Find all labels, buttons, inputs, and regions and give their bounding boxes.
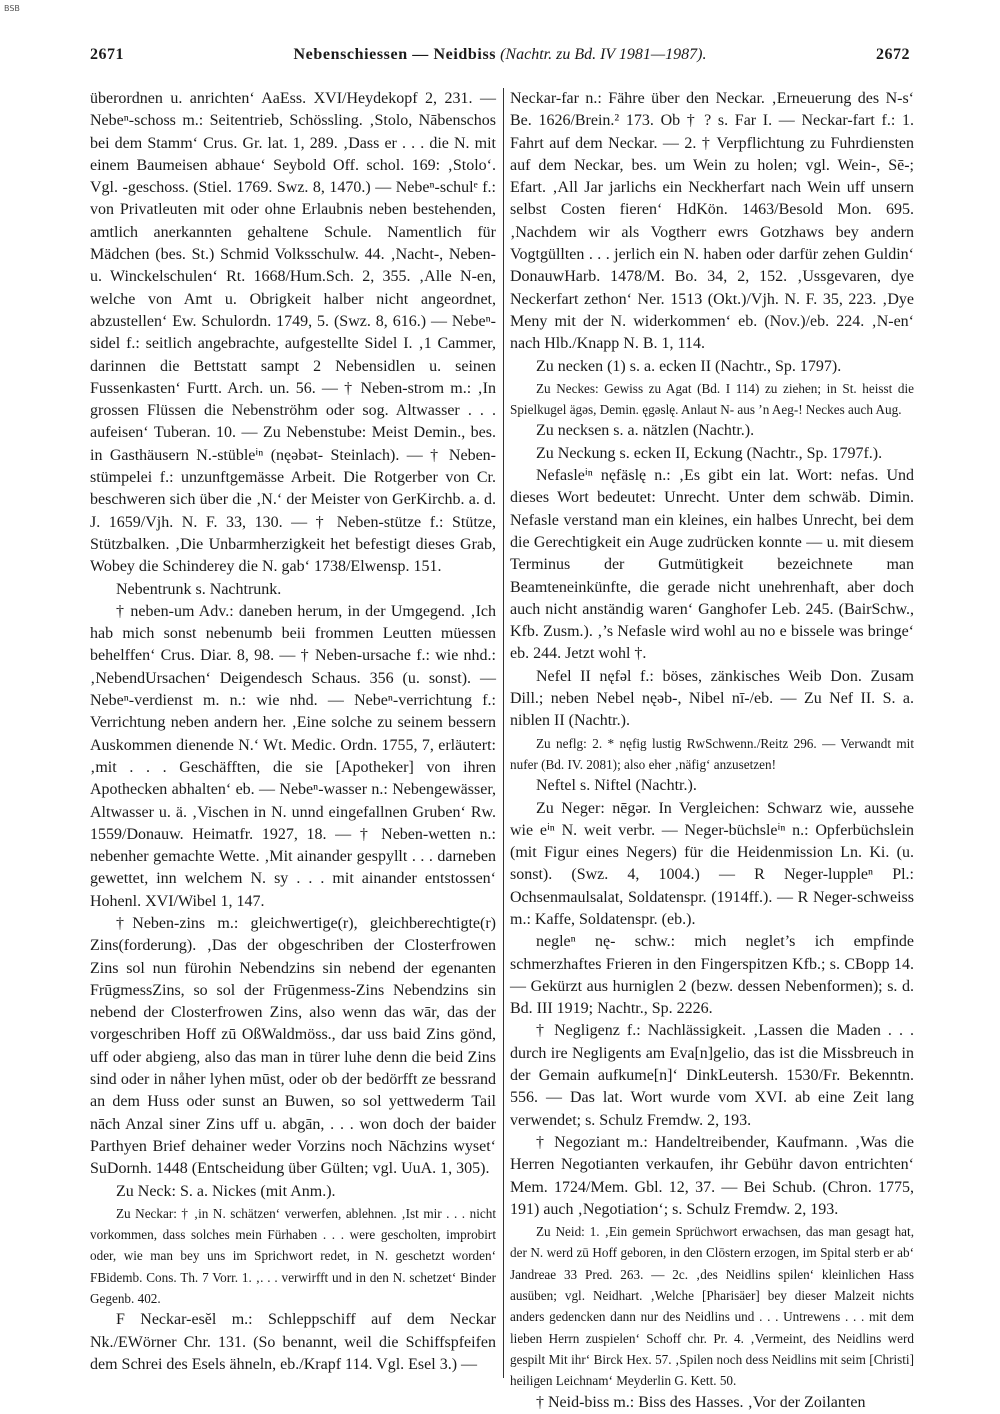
running-title-note: (Nachtr. zu Bd. IV 1981—1987). xyxy=(500,46,707,63)
dictionary-entry: Nebentrunk s. Nachtrunk. xyxy=(116,580,282,598)
dictionary-entry: Zu Neck: S. a. Nickes (mit Anm.). xyxy=(116,1182,336,1200)
dictionary-entry: Neckar-far n.: Fähre über den Neckar. ‚Erneuerung des N-s‘ Be. 1626/Brein.² 173. Ob † ? s. Far I. — Neckar-fart f.: 1. Fahrt auf dem Neckar. — 2. † Verpflichtung zu Fuhrdiensten auf dem Neckar, bes. um Wein zu holen; vgl. Wein-, Sē-; Efart. ‚All Jar jarlichs ein Neckherfart nach Wein uff unsern selbst Costen fieren‘ HdKön. 1463/Besold Mon. 695. ‚Nachdem wir als Vogtherr ewrs Gotzhaws bey andern Vogtgüllten . . . jerlich ein N. haben oder darfür zehen Guldin‘ DonauwHarb. 1478/M. Bo. 34, 2, 152. ‚Ussgevaren, dye Neckerfart zethon‘ Ner. 1513 (Okt.)/Vjh. N. F. 35, 223. ‚Dye Meny mit der N. widerkommen‘ eb. (Nov.)/eb. 224. ‚N-en‘ nach Hlb./Knapp N. B. 1, 114. xyxy=(510,90,914,353)
dictionary-entry: Zu Neid: 1. ‚Ein gemein Sprüchwort erwachsen, das man gesagt hat, der N. werd zū Hoff geboren, in den Clōstern erzogen, im Spital sterb er ab‘ Jandreae 33 Pred. 263. — 2c. ‚des Neidlins spilen‘ kleinlichen Hass ausüben; vgl. Neidhart. ‚Welche [Pharisäer] bey dieser Malzeit nichts anders gedencken dann nur des Neidlins und . . . Untrewens . . . mit dem lieben Herrn zuspielen‘ Schoff chr. Pr. 4. ‚Vermeint, des Neidlins werd gespilt Mit ihr‘ Birck Hex. 57. ‚Spilen noch dess Neidlins mit seim [Christi] heiligen Leichnam‘ Meyderlin G. Kett. 50. xyxy=(510,1224,914,1389)
dictionary-entry: † Negligenz f.: Nachlässigkeit. ‚Lassen die Maden . . . durch ire Negligents am Eva[n]gelio, das ist die Missbreuch in der Gemain aufkume[n]‘ DinkLeutersh. 1530/Fr. Bekenntn. 556. — Das lat. Wort wurde vom XVI. ab eine Zeit lang verwendet; s. Schulz Fremdw. 2, 193. xyxy=(510,1022,914,1129)
dictionary-entry: Zu Neckar: † ‚in N. schätzen‘ verwerfen, ablehnen. ‚Ist mir . . . nicht vorkommen, dass solches mein Fürhaben . . . were gescholten, improbirt oder, wie man bey uns im Sprichwort redet, in N. geschetzt worden‘ FBidemb. Cons. Th. 7 Vorr. 1. ‚. . . verwirfft und in den N. schetzet‘ Binder Gegenb. 402. xyxy=(90,1205,496,1307)
running-title xyxy=(90,46,910,64)
dictionary-entry: Nefel II nęfəl f.: böses, zänkisches Weib Don. Zusam Dill.; neben Nebel nęəb-, Nibel nī-/eb. — Zu Nef II. S. a. niblen II (Nachtr.). xyxy=(510,667,914,730)
right-column xyxy=(510,88,914,1411)
dictionary-entry: † Neid-biss m.: Biss des Hasses. ‚Vor der Zoilanten xyxy=(536,1393,866,1411)
dictionary-entry: † neben-um Adv.: daneben herum, in der Umgegend. ‚Ich hab mich sonst nebenumb beii frommen Leutten müessen behelffen‘ Crus. Diar. 8, 98. — † Neben-ursache f.: wie nhd.: ‚NebendUrsachen‘ Deigendesch Schaus. 356 (u. sonst). — Nebeⁿ-verdienst m. n.: wie nhd. — Nebeⁿ-verrichtung f.: Verrichtung neben andern her. ‚Eine solche zu seinem bessern Auskommen dienende N.‘ Wt. Medic. Ordn. 1755, 7, erläutert: ‚mit . . . Geschäfften, die sie [Apotheker] von ihren Apothecken abhalten‘ eb. — Nebeⁿ-wasser n.: Nebengewässer, Altwasser u. ä. ‚Vischen in N. unnd eingefallnen Gruben‘ Rw. 1559/Donauw. Heimatfr. 1927, 18. — † Neben-wetten n.: nebenher gemachte Wette. ‚Mit ainander gespyllt . . . darneben gewettet, inn welchem N. sy . . . mit ainander entstossen‘ Hohenl. XVI/Wibel 1, 147. xyxy=(90,602,496,910)
dictionary-entry: †Neben-zins m.: gleichwertige(r), gleichberechtigte(r) Zins(forderung). ‚Das der obgeschriben der Closterfrowen Zins sol nun fürohin Nebendzins sin nebend der egenanten FrūgmessZins, so sol der Frūgenmess-Zins Nebendzins sin nebend der Closterfrowen Zins, also wenn das wār, das der vorgeschriben Hoff zū OßWaldmöss., dar uss baid Zins gönd, uff oder abgieng, also das man in türer luhe denn die beid Zins sind oder in nåher lyhen mūst, oder ob der bedörfft ze bessrand an dem Huss oder sunst an Buwen, so sol yettwederm Tail nāch Anzal siner Zins uff u. abgān, . . . won doch der baider Parthyen Brief dehainer weder Vorzins noch Nāchzins wyset‘ SuDornh. 1448 (Entscheidung über Gülten; vgl. UuA. 1, 305). xyxy=(90,914,496,1178)
dictionary-entry: F Neckar-esĕl m.: Schleppschiff auf dem Neckar Nk./EWörner Chr. 131. (So benannt, weil die Schiffspfeifen dem Schrei des Esels ähneln, eb./Krapf 114. Vgl. Esel 3.) — xyxy=(90,1311,496,1373)
dictionary-entry: Zu Neger: nēgər. In Vergleichen: Schwarz wie, aussehe wie eⁱⁿ N. weit verbr. — Neger-büchsleⁱⁿ n.: Opferbüchslein (mit Figur eines Negers) für die Heidenmission Ln. Ki. (u. sonst). (Swz. 4, 1004.) — R Neger-luppleⁿ Pl.: Ochsenmaulsalat, Soldatenspr. (1914ff.). — R Neger-schweiss m.: Kaffe, Soldatenspr. (eb.). xyxy=(510,799,914,928)
page-number-right: 2672 xyxy=(876,46,910,63)
dictionary-entry: negleⁿ nę- schw.: mich neglet’s ich empfinde schmerzhaftes Frieren in den Fingerspitzen Kfb.; s. CBopp 14. — Gekürzt aus hurniglen 2 (bezw. dessen Nebenformen); s. d. Bd. III 1919; Nachtr., Sp. 2226. xyxy=(510,933,914,1018)
dictionary-entry: † Negoziant m.: Handeltreibender, Kaufmann. ‚Was die Herren Negotianten verkaufen, ihr Gebühr davon entrichten‘ Mem. 1724/Mem. Gbl. 12, 37. — Bei Schub. (Chron. 1775, 191) auch ‚Negotiation‘; s. Schulz Fremdw. 2, 193. xyxy=(510,1133,914,1218)
page-number-left: 2671 xyxy=(90,46,124,63)
dictionary-entry: Zu Neckung s. ecken II, Eckung (Nachtr., Sp. 1797f.). xyxy=(536,444,883,462)
left-column xyxy=(90,88,496,1384)
dictionary-entry: Neftel s. Niftel (Nachtr.). xyxy=(536,777,697,795)
dictionary-entry: Zu neflg: 2. * nęfig lustig RwSchwenn./Reitz 296. — Verwandt mit nufer (Bd. IV. 2081); also eher ‚näfig‘ anzusetzen! xyxy=(510,735,914,772)
dictionary-entry: Nefasleⁱⁿ nęfäslę n.: ‚Es gibt ein lat. Wort: nefas. Und dieses Wort bedeutet: Unrecht. Unter dem schwäb. Dimin. Nefasle verstand man ein kleines, ein halbes Unrecht, bei dem die Gerechtigkeit ein Auge zudrücken konnte — u. mit diesem Terminus der Gutmütigkeit bezeichnete man Beamteneinkünfte, die gerade nicht unehrenhaft, aber doch auch nicht anständig waren‘ Ganghofer Leb. 245. (BairSchw., Kfb. Zusm.). ‚’s Nefasle wird wohl au no e bissele was bringe‘ eb. 244. Jetzt wohl †. xyxy=(510,467,914,663)
library-stamp: BSB xyxy=(4,4,20,13)
dictionary-entry: Zu necksen s. a. nätzlen (Nachtr.). xyxy=(536,422,755,440)
running-title-main: Nebenschiessen — Neidbiss xyxy=(293,46,497,63)
dictionary-entry: Zu Neckes: Gewiss zu Agat (Bd. I 114) zu ziehen; in St. heisst die Spielkugel ägəs, Demin. ęgəslę. Anlaut N- aus ’n Aeg-! Neckes auch Aug. xyxy=(510,380,914,418)
page-header xyxy=(90,46,910,68)
column-divider xyxy=(503,88,504,1378)
dictionary-entry: überordnen u. anrichten‘ AaEss. XVI/Heydekopf 2, 231. — Nebeⁿ-schoss m.: Seitentrieb, Schössling. ‚Stolo, Nābenschos bei dem Stamm‘ Crus. Gr. lat. 1, 289. ‚Dass er . . . die N. mit einem Baumeisen abhaue‘ Seybold Off. schol. 169: ‚Stolo‘. Vgl. -geschoss. (Stiel. 1769. Swz. 8, 1470.) — Nebeⁿ-schulᵉ f.: von Privatleuten mit oder ohne Erlaubnis neben bestehenden, amtlich anerkannten gehaltene Schule. Namentlich für Mädchen (bes. St.) Schmid Volksschulw. 44. ‚Nacht-, Neben- u. Winckelschulen‘ Rt. 1668/Hum.Sch. 2, 355. ‚Alle N-en, welche von Amt u. Obrigkeit halber nicht angeordnet, abzustellen‘ Ew. Schulordn. 1749, 5. (Swz. 8, 616.) — Nebeⁿ-sidel f.: seitlich angebrachte, aufgestellte Sidel I. ‚1 Cammer, darinnen die Bettstatt sampt 2 Nebensidlen u. seinen Fussenkasten‘ Furtt. Arch. un. 56. — † Neben-strom m.: ‚In grossen Flüssen die Nebenströhm oder sog. Altwasser . . . aufeisen‘ Tuberan. 10. — Zu Nebenstube: Meist Demin., bes. in Gasthäusern N.-stübleⁱⁿ (nęəbət- Steinlach). — † Neben-stümpelei f.: unzunftgemässe Arbeit. Die Rotgerber von Cr. beschweren sich über die ‚N.‘ der Meister von GerKirchb. a. d. J. 1659/Vjh. N. F. 33, 130. — † Neben-stütze f.: Stütze, Stützbalken. ‚Die Unbarmherzigkeit het befestigt dieses Grab, Wobey die Schinderey die N. gab‘ 1738/Elwensp. 151. xyxy=(90,90,496,576)
dictionary-entry: Zu necken (1) s. a. ecken II (Nachtr., Sp. 1797). xyxy=(536,357,842,375)
